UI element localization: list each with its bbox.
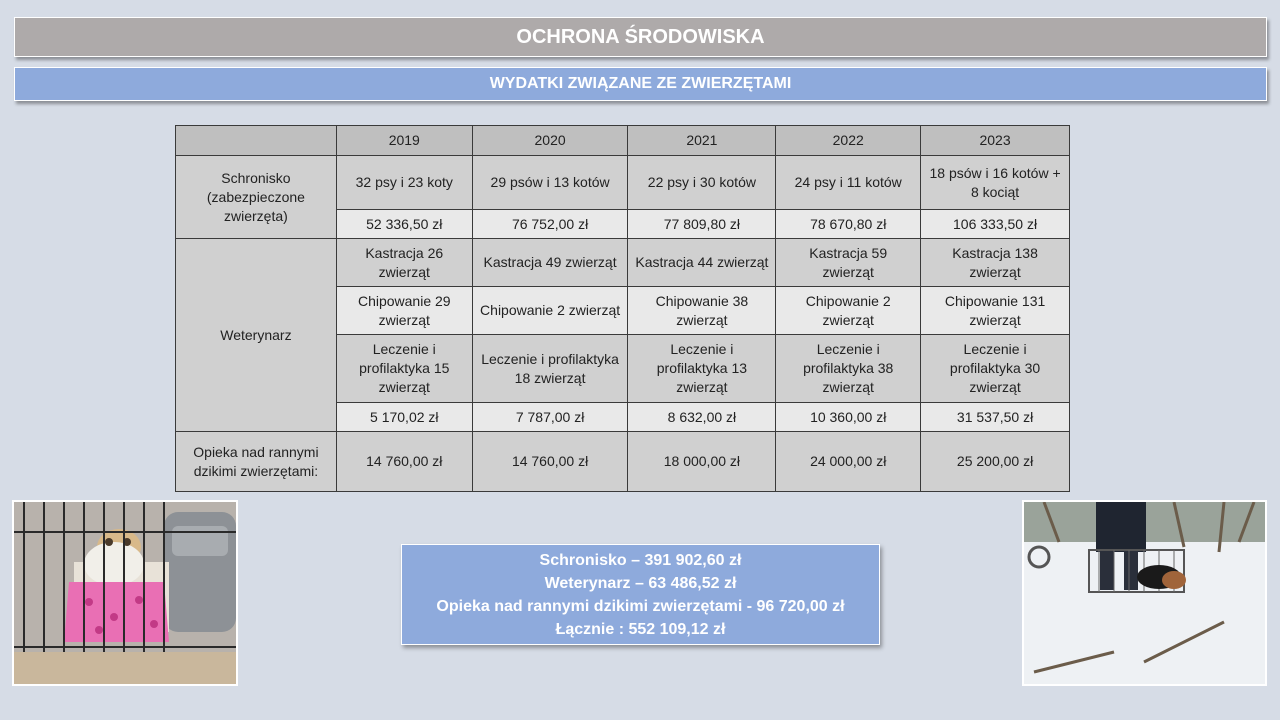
table-cell: Kastracja 49 zwierząt xyxy=(472,239,628,287)
table-cell: 18 psów i 16 kotów + 8 kociąt xyxy=(921,156,1070,210)
row-label-schronisko: Schronisko (zabezpieczone zwierzęta) xyxy=(176,156,337,239)
table-cell: Chipowanie 131 zwierząt xyxy=(921,287,1070,335)
table-cell: 8 632,00 zł xyxy=(628,403,776,432)
summary-box xyxy=(401,544,880,645)
year-header: 2020 xyxy=(472,126,628,156)
table-cell: Leczenie i profilaktyka 30 zwierząt xyxy=(921,335,1070,403)
table-cell: 14 760,00 zł xyxy=(472,432,628,492)
table-cell: 25 200,00 zł xyxy=(921,432,1070,492)
summary-line-total: Łącznie : 552 109,12 zł xyxy=(555,620,726,638)
table-cell: Chipowanie 29 zwierząt xyxy=(336,287,472,335)
year-header: 2021 xyxy=(628,126,776,156)
summary-line-opieka: Opieka nad rannymi dzikimi zwierzętami - 96 720,00 zł xyxy=(436,597,845,615)
table-cell: 7 787,00 zł xyxy=(472,403,628,432)
table-cell: Chipowanie 38 zwierząt xyxy=(628,287,776,335)
table-cell: 76 752,00 zł xyxy=(472,210,628,239)
table-cell: 22 psy i 30 kotów xyxy=(628,156,776,210)
summary-line-weterynarz: Weterynarz – 63 486,52 zł xyxy=(544,574,737,592)
row-label-opieka: Opieka nad rannymi dzikimi zwierzętami: xyxy=(176,432,337,492)
table-cell: Chipowanie 2 zwierząt xyxy=(776,287,921,335)
table-header-row xyxy=(176,126,1070,156)
year-header: 2019 xyxy=(336,126,472,156)
table-cell: 32 psy i 23 koty xyxy=(336,156,472,210)
table-cell: 77 809,80 zł xyxy=(628,210,776,239)
row-label-weterynarz: Weterynarz xyxy=(176,239,337,432)
table-cell: 14 760,00 zł xyxy=(336,432,472,492)
slide-subtitle: WYDATKI ZWIĄZANE ZE ZWIERZĘTAMI xyxy=(14,67,1267,101)
table-cell: 18 000,00 zł xyxy=(628,432,776,492)
table-cell: 24 000,00 zł xyxy=(776,432,921,492)
table-cell: 5 170,02 zł xyxy=(336,403,472,432)
table-cell: Kastracja 138 zwierząt xyxy=(921,239,1070,287)
table-cell: Kastracja 59 zwierząt xyxy=(776,239,921,287)
table-row xyxy=(176,239,1070,287)
table-cell: 24 psy i 11 kotów xyxy=(776,156,921,210)
table-cell: 106 333,50 zł xyxy=(921,210,1070,239)
table-cell: Kastracja 44 zwierząt xyxy=(628,239,776,287)
table-cell: Chipowanie 2 zwierząt xyxy=(472,287,628,335)
slide-title: OCHRONA ŚRODOWISKA xyxy=(14,17,1267,57)
snow-cage-rescue-photo xyxy=(1022,500,1267,686)
table-cell: Leczenie i profilaktyka 18 zwierząt xyxy=(472,335,628,403)
table-cell: 78 670,80 zł xyxy=(776,210,921,239)
year-header: 2022 xyxy=(776,126,921,156)
cat-in-cage-photo xyxy=(12,500,238,686)
table-row xyxy=(176,432,1070,492)
year-header: 2023 xyxy=(921,126,1070,156)
table-cell: Leczenie i profilaktyka 13 zwierząt xyxy=(628,335,776,403)
summary-line-schronisko: Schronisko – 391 902,60 zł xyxy=(539,551,742,569)
expenses-table xyxy=(175,125,1070,492)
table-cell: Kastracja 26 zwierząt xyxy=(336,239,472,287)
table-cell: Leczenie i profilaktyka 38 zwierząt xyxy=(776,335,921,403)
table-cell: Leczenie i profilaktyka 15 zwierząt xyxy=(336,335,472,403)
table-cell: 29 psów i 13 kotów xyxy=(472,156,628,210)
table-cell: 31 537,50 zł xyxy=(921,403,1070,432)
table-cell: 10 360,00 zł xyxy=(776,403,921,432)
table-cell: 52 336,50 zł xyxy=(336,210,472,239)
table-row xyxy=(176,156,1070,210)
header-empty-cell xyxy=(176,126,337,156)
